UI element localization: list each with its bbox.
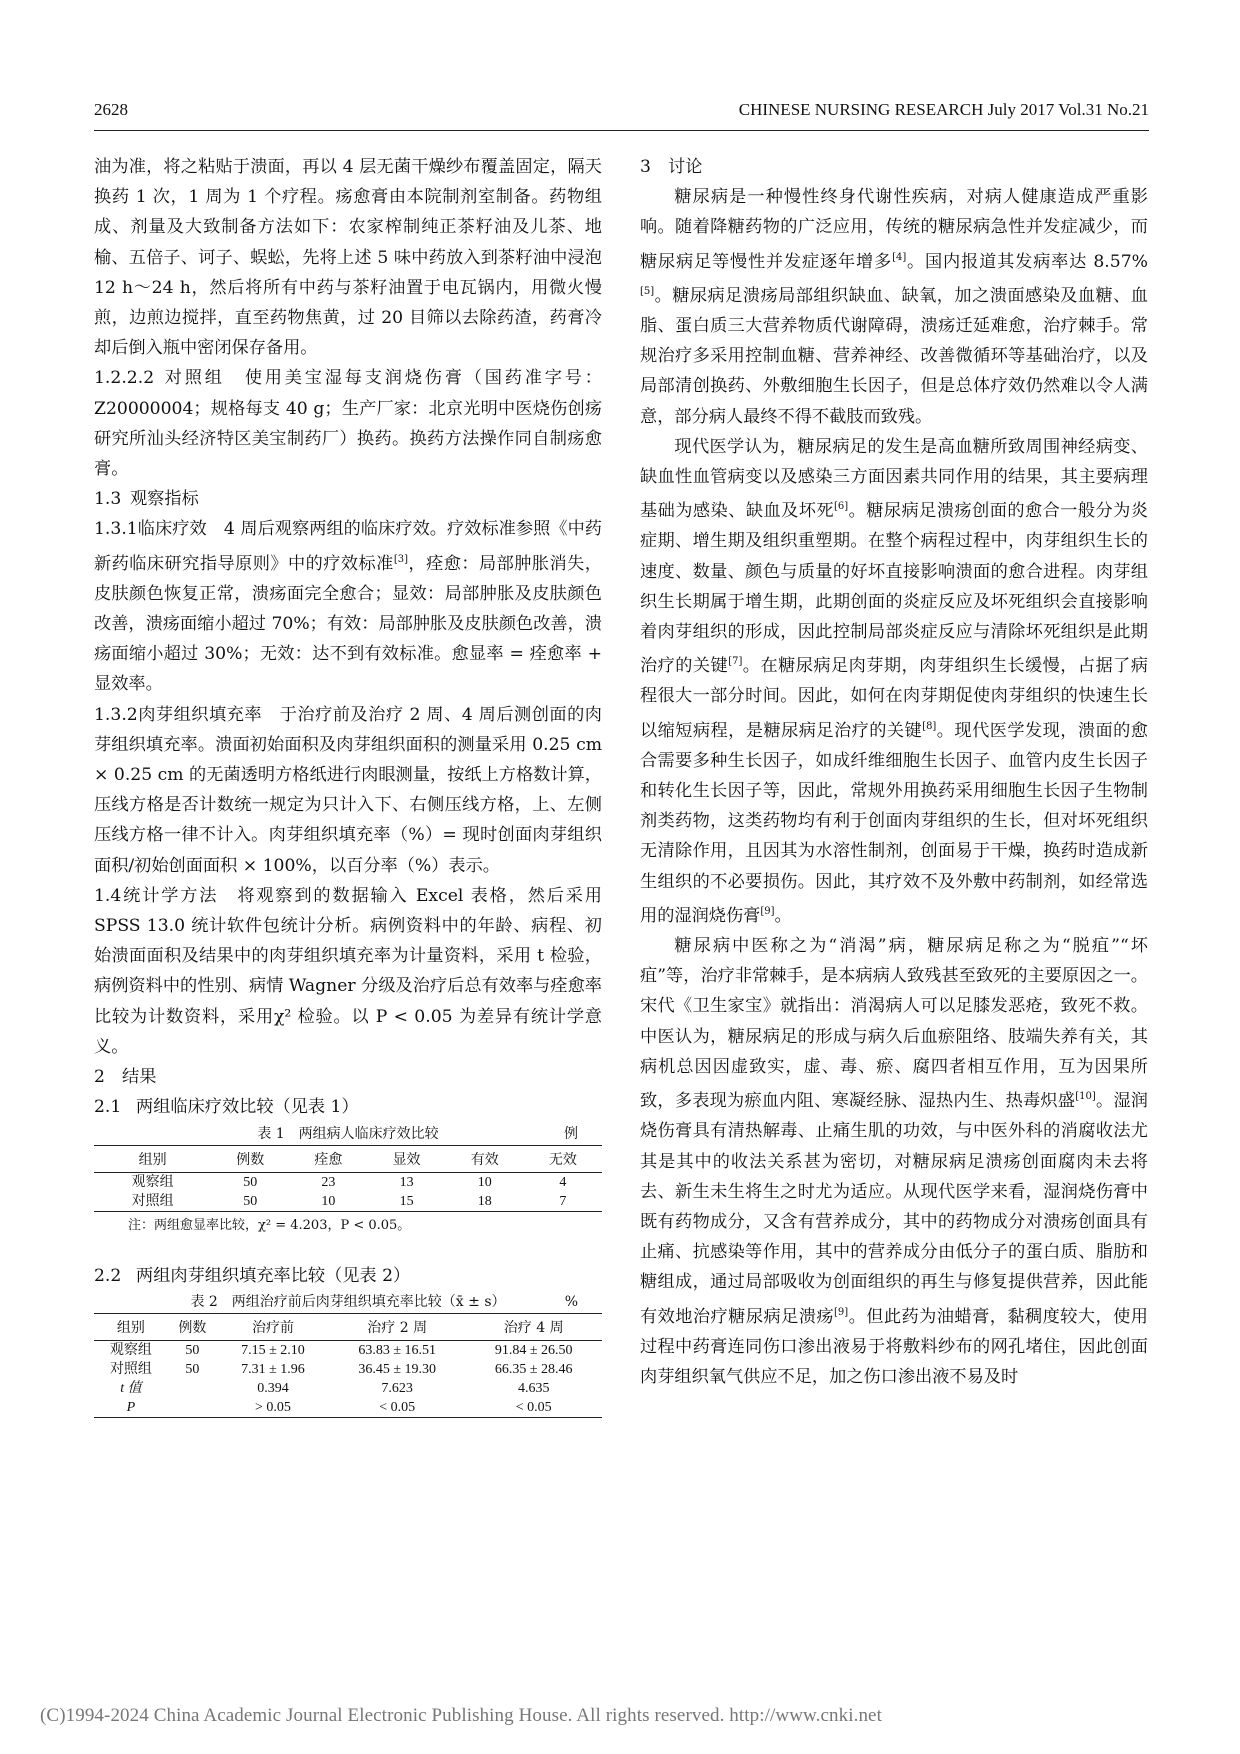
table-cell: 63.83 ± 16.51 <box>358 1342 437 1358</box>
table-cell: < 0.05 <box>515 1399 552 1415</box>
table-row <box>94 1379 602 1398</box>
paragraph-text: 。湿润烧伤膏具有清热解毒、止痛生肌的功效，与中医外科的消腐收法尤其是其中的收法关系甚为密切，对糖尿病足溃疡创面腐肉未去将去、新生未生将生之时尤为适应。从现代医学来看，湿润烧伤膏中既有药物成分，又含有营养成分，其中的药物成分对溃疡创面具有止痛、抗感染等作用，其中的营养成分由低分子的蛋白质、脂肪和糖组成，通过局部吸收为创面组织的再生与修复提供营养，因此能有效地治疗糖尿病足溃疡 <box>640 1091 1148 1327</box>
table-1 <box>94 1123 602 1233</box>
section-number: 1.2.2.2 <box>94 368 155 389</box>
section-1-3-heading <box>94 484 602 514</box>
table-cell: 10 <box>321 1193 336 1209</box>
section-text: 使用美宝湿每支润烧伤膏（国药准字号：Z20000004；规格每支 40 g；生产厂家：北京光明中医烧伤创疡研究所汕头经济特区美宝制药厂）换药。换药方法操作同自制疡愈膏。 <box>94 368 602 480</box>
table-header-cell: 治疗 4 周 <box>503 1319 564 1336</box>
right-column <box>640 152 1148 1392</box>
table-cell: 91.84 ± 26.50 <box>494 1342 573 1358</box>
table-cell: 4 <box>559 1174 567 1190</box>
citation-ref: [10] <box>1075 1091 1096 1103</box>
paragraph-text: 。 <box>774 905 792 926</box>
section-title: 统计学方法 <box>121 885 219 906</box>
table-header-cell: 治疗 2 周 <box>367 1319 428 1336</box>
section-text: ，痊愈：局部肿胀消失，皮肤颜色恢复正常，溃疡面完全愈合；显效：局部肿胀及皮肤颜色改善，溃疡面缩小超过 70%；有效：局部肿胀及皮肤颜色改善，溃疡面缩小超过 30%；无效：达不到有效标准。愈显率 = 痊愈率 + 显效率。 <box>94 553 602 695</box>
citation-ref: [7] <box>728 656 743 668</box>
section-number: 1.3.1 <box>94 519 138 540</box>
section-number: 2.2 <box>94 1265 122 1286</box>
section-number: 2 <box>94 1067 105 1088</box>
table-cell: 观察组 <box>131 1173 174 1190</box>
paragraph-text: 。但此药为油蜡膏，黏稠度较大，使用过程中药膏连同伤口渗出液易于将敷料纱布的网孔堵住，因此创面肉芽组织氧气供应不足，加之伤口渗出液不易及时 <box>640 1306 1148 1387</box>
table-cell: 7.15 ± 2.10 <box>241 1342 305 1358</box>
table-2 <box>94 1291 602 1418</box>
section-1-3-1 <box>94 514 602 699</box>
table-header-cell: 无效 <box>548 1151 577 1168</box>
table-cell: 66.35 ± 28.46 <box>494 1361 573 1377</box>
table-header-cell: 显效 <box>392 1151 421 1168</box>
table-cell: 10 <box>477 1174 492 1190</box>
table-cell: 15 <box>399 1193 414 1209</box>
section-text: 4 周后观察两组的临床疗效。疗效标准参照《中药新药临床研究指导原则》中的疗效标准 <box>94 519 602 574</box>
table-caption-text: 表 1 两组病人临床疗效比较 <box>257 1125 439 1142</box>
journal-running-title: CHINESE NURSING RESEARCH July 2017 Vol.31 No.21 <box>738 100 1149 119</box>
section-text: 将观察到的数据输入 Excel 表格，然后采用 SPSS 13.0 统计软件包统计分析。病例资料中的年龄、病程、初始溃面面积及结果中的肉芽组织填充率为计量资料，采用 t 检验，病例资料中的性别、病情 Wagner 分级及治疗后总有效率与痊愈率比较为计数资料，采用χ² 检验。以 P < 0.05 为差异有统计学意义。 <box>94 885 602 1057</box>
table-cell: 23 <box>321 1174 336 1190</box>
table-cell: t 值 <box>120 1380 142 1396</box>
page-header <box>94 96 1149 131</box>
table-cell: 对照组 <box>109 1360 152 1377</box>
table-row <box>94 1360 602 1379</box>
table-cell: < 0.05 <box>379 1399 416 1415</box>
section-title: 结果 <box>122 1067 157 1088</box>
table-cell: 7.31 ± 1.96 <box>241 1361 305 1377</box>
paragraph-text: 。国内报道其发病率达 8.57% <box>906 251 1148 272</box>
table-cell: > 0.05 <box>255 1399 291 1415</box>
paragraph-text: 。现代医学发现，溃面的愈合需要多种生长因子，如成纤维细胞生长因子、血管内皮生长因子和转化生长因子等，因此，常规外用换药采用细胞生长因子生物制剂类药物，这类药物均有利于创面肉芽组织的生长，但对坏死组织无清除作用，且因其为水溶性制剂，创面易于干燥，换药时造成新生组织的不必要损伤。因此，其疗效不及外敷中药制剂，如经常选用的湿润烧伤膏 <box>640 720 1148 926</box>
paragraph-text: 现代医学认为，糖尿病足的发生是高血糖所致周围神经病变、缺血性血管病变以及感染三方面因素共同作用的结果，其主要病理基础为感染、缺血及坏死 <box>640 436 1148 522</box>
table-cell: 7 <box>559 1193 567 1209</box>
citation-ref: [3] <box>393 553 408 565</box>
table-header-cell: 例数 <box>236 1151 265 1168</box>
section-1-4 <box>94 881 602 1062</box>
table-1-grid <box>94 1145 602 1212</box>
table-header-cell: 有效 <box>470 1151 499 1168</box>
method-paragraph: 油为准，将之粘贴于溃面，再以 4 层无菌干燥纱布覆盖固定，隔天换药 1 次，1 周为 1 个疗程。疡愈膏由本院制剂室制备。药物组成、剂量及大致制备方法如下：农家榨制纯正茶籽油及儿茶、地榆、五倍子、诃子、蜈蚣，先将上述 5 味中药放入到茶籽油中浸泡 12 h～24 h，然后将所有中药与茶籽油置于电瓦锅内，用微火慢煎，边煎边搅拌，直至药物焦黄，过 20 目筛以去除药渣，药膏冷却后倒入瓶中密闭保存备用。 <box>94 157 602 359</box>
section-title: 讨论 <box>668 157 703 177</box>
section-2-2-heading <box>94 1261 602 1291</box>
table-header-cell: 例数 <box>178 1319 207 1336</box>
section-title: 肉芽组织填充率 <box>137 704 263 725</box>
paragraph-text: 。糖尿病足溃疡创面的愈合一般分为炎症期、增生期及组织重塑期。在整个病程过程中，肉芽组织生长的速度、数量、颜色与质量的好坏直接影响溃面的愈合进程。肉芽组织生长期属于增生期，此期创面的炎症反应及坏死组织会直接影响着肉芽组织的形成，因此控制局部炎症反应与清除坏死组织是此期治疗的关键 <box>640 501 1148 677</box>
table-cell: 观察组 <box>109 1341 152 1358</box>
table-cell <box>168 1398 217 1418</box>
table-cell: 50 <box>243 1193 258 1209</box>
table-header-cell: 治疗前 <box>251 1319 294 1336</box>
copyright-footer: (C)1994-2024 China Academic Journal Electronic Publishing House. All rights reserved. http://www.cnki.net <box>40 1705 882 1726</box>
table-row <box>94 1192 602 1212</box>
section-text: 于治疗前及治疗 2 周、4 周后测创面的肉芽组织填充率。溃面初始面积及肉芽组织面积的测量采用 0.25 cm × 0.25 cm 的无菌透明方格纸进行肉眼测量，按纸上方格数计算，压线方格是否计数统一规定为只计入下、右侧压线方格，上、左侧压线方格一律不计入。肉芽组织填充率（%）= 现时创面肉芽组织面积/初始创面面积 × 100%，以百分率（%）表示。 <box>94 704 602 876</box>
paragraph-text: 。糖尿病足溃疡局部组织缺血、缺氧，加之溃面感染及血糖、血脂、蛋白质三大营养物质代谢障碍，溃疡迁延难愈，治疗棘手。常规治疗多采用控制血糖、营养神经、改善微循环等基础治疗，以及局部清创换药、外敷细胞生长因子，但是总体疗效仍然难以令人满意，部分病人最终不得不截肢而致残。 <box>640 285 1148 427</box>
table-cell: 50 <box>185 1361 200 1377</box>
section-number: 3 <box>640 157 651 177</box>
section-3-heading <box>640 152 1148 182</box>
paragraph-text: 。在糖尿病足肉芽期，肉芽组织生长缓慢，占据了病程很大一部分时间。因此，如何在肉芽期促使肉芽组织的快速生长以缩短病程，是糖尿病足治疗的关键 <box>640 656 1148 741</box>
table-cell: 7.623 <box>381 1380 413 1396</box>
page-number: 2628 <box>94 100 128 119</box>
citation-ref: [6] <box>834 501 849 513</box>
table-cell: 18 <box>477 1193 492 1209</box>
discussion-paragraph-2 <box>640 432 1148 931</box>
table-header-cell: 组别 <box>138 1151 167 1168</box>
citation-ref: [4] <box>892 251 907 263</box>
table-note: 注：两组愈显率比较，χ² = 4.203，P < 0.05。 <box>128 1217 411 1233</box>
table-cell: P <box>126 1399 136 1415</box>
section-number: 1.3.2 <box>94 704 138 725</box>
table-cell: 13 <box>399 1174 414 1190</box>
table-cell: 50 <box>243 1174 258 1190</box>
table-row <box>94 1340 602 1360</box>
citation-ref: [5] <box>640 285 655 297</box>
table-caption <box>94 1291 602 1313</box>
table-row <box>94 1398 602 1418</box>
table-caption <box>94 1123 602 1145</box>
table-cell <box>168 1379 217 1398</box>
table-unit: 例 <box>564 1125 578 1142</box>
table-cell: 50 <box>185 1342 200 1358</box>
table-cell: 36.45 ± 19.30 <box>358 1361 437 1377</box>
citation-ref: [8] <box>922 720 937 732</box>
section-number: 1.3 <box>94 489 122 510</box>
section-title: 临床疗效 <box>137 519 207 540</box>
table-caption-text: 表 2 两组治疗前后肉芽组织填充率比较（x̄ ± s） <box>190 1293 506 1310</box>
discussion-paragraph-3 <box>640 931 1148 1392</box>
section-1-3-2 <box>94 700 602 881</box>
section-number: 1.4 <box>94 885 122 906</box>
table-header-cell: 组别 <box>116 1319 145 1336</box>
discussion-paragraph-1 <box>640 182 1148 432</box>
section-title: 观察指标 <box>130 489 199 510</box>
paragraph-text: 糖尿病中医称之为“消渴”病，糖尿病足称之为“脱疽”“坏疽”等，治疗非常棘手，是本病病人致残甚至致死的主要原因之一。宋代《卫生家宝》就指出：消渴病人可以足膝发恶疮，致死不救。中医认为，糖尿病足的形成与病久后血瘀阻络、肢端失养有关，其病机总因因虚致实，虚、毒、瘀、腐四者相互作用，互为因果所致，多表现为瘀血内阻、寒凝经脉、湿热内生、热毒炽盛 <box>640 936 1148 1112</box>
section-title: 两组肉芽组织填充率比较（见表 2） <box>136 1265 411 1286</box>
section-2-1-heading <box>94 1092 602 1122</box>
section-number: 2.1 <box>94 1097 122 1118</box>
table-header-cell: 痊愈 <box>314 1151 343 1168</box>
table-unit: % <box>564 1293 578 1310</box>
citation-ref: [9] <box>760 905 775 917</box>
table-cell: 对照组 <box>131 1192 174 1209</box>
section-2-heading <box>94 1062 602 1092</box>
section-title: 两组临床疗效比较（见表 1） <box>136 1097 359 1118</box>
section-title: 对照组 <box>162 368 225 389</box>
citation-ref: [9] <box>834 1306 849 1318</box>
paragraph-text: 糖尿病是一种慢性终身代谢性疾病，对病人健康造成严重影响。随着降糖药物的广泛应用，传统的糖尿病急性并发症减少，而糖尿病足等慢性并发症逐年增多 <box>640 187 1148 272</box>
table-2-grid <box>94 1313 602 1418</box>
left-column <box>94 152 602 1418</box>
table-row <box>94 1172 602 1192</box>
table-header-row <box>94 1313 602 1340</box>
table-header-row <box>94 1145 602 1172</box>
table-cell: 4.635 <box>517 1380 550 1396</box>
table-cell: 0.394 <box>257 1380 289 1396</box>
section-1-2-2-2 <box>94 363 602 484</box>
